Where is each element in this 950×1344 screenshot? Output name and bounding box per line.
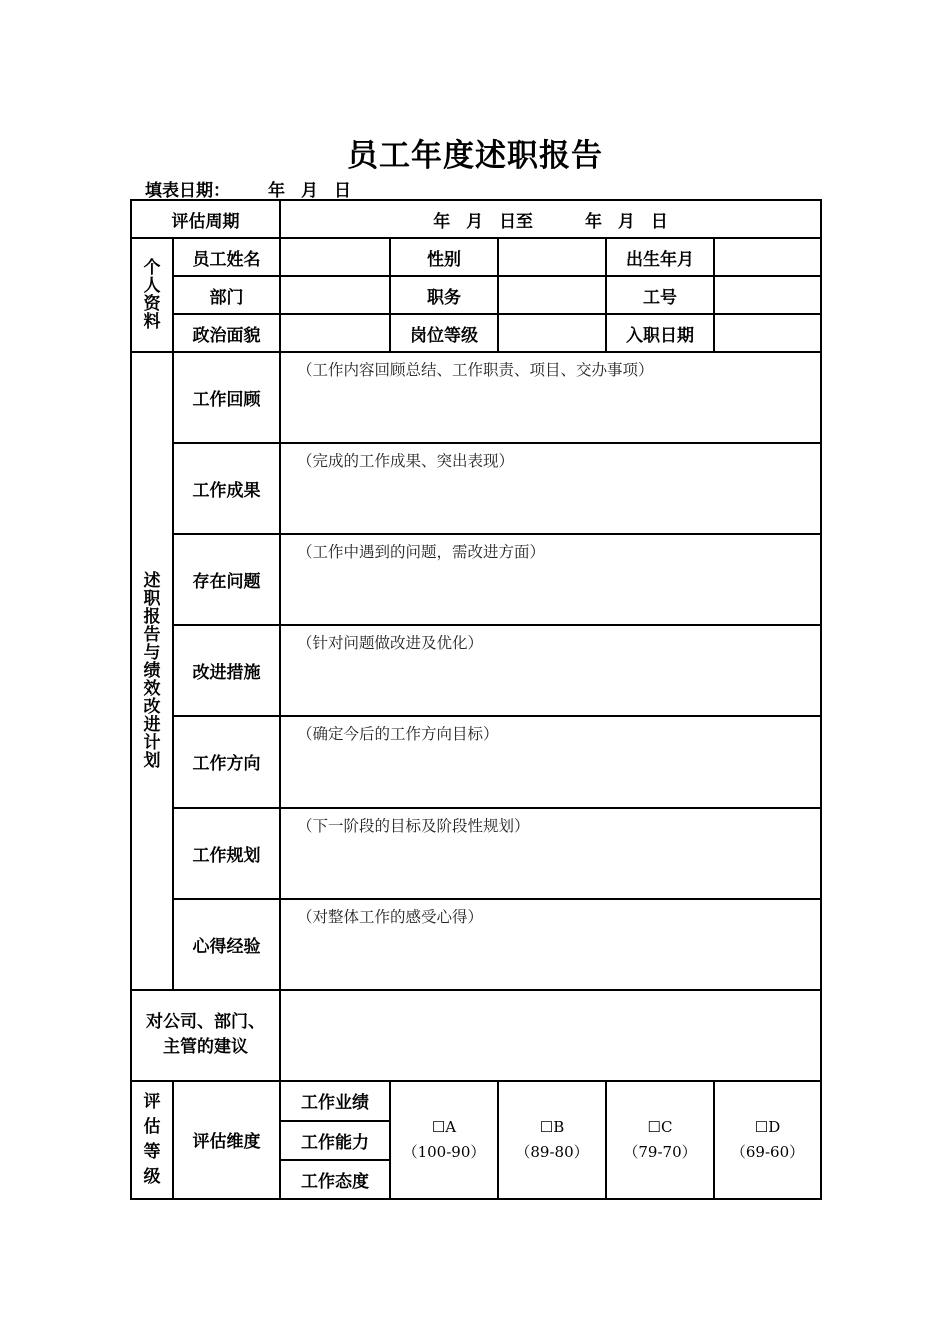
personal-section-label: 个人资料 xyxy=(131,238,173,352)
dept-field[interactable] xyxy=(280,276,390,314)
review-label: 工作回顾 xyxy=(173,352,280,443)
grade-d-option[interactable]: ☐D （69-60） xyxy=(714,1081,821,1199)
join-label: 入职日期 xyxy=(606,314,714,352)
problems-label: 存在问题 xyxy=(173,534,280,625)
direction-field[interactable]: （确定今后的工作方向目标） xyxy=(280,716,821,807)
name-label: 员工姓名 xyxy=(173,238,280,276)
improve-field[interactable]: （针对问题做改进及优化） xyxy=(280,625,821,716)
plan-label: 工作规划 xyxy=(173,808,280,899)
id-field[interactable] xyxy=(714,276,821,314)
grade-a-option[interactable]: ☐A （100-90） xyxy=(390,1081,498,1199)
suggest-label xyxy=(131,990,280,1081)
politics-field[interactable] xyxy=(280,314,390,352)
period-year2: 年 xyxy=(584,211,602,232)
grade-label: 岗位等级 xyxy=(390,314,498,352)
id-label: 工号 xyxy=(606,276,714,314)
eval-section-label: 评估等级 xyxy=(131,1081,173,1199)
grade-field[interactable] xyxy=(498,314,606,352)
direction-label: 工作方向 xyxy=(173,716,280,807)
fill-date-month: 月 xyxy=(301,181,318,201)
dimension-ability: 工作能力 xyxy=(280,1121,390,1160)
results-label: 工作成果 xyxy=(173,443,280,534)
position-field[interactable] xyxy=(498,276,606,314)
report-form xyxy=(130,199,822,1200)
dimension-attitude: 工作态度 xyxy=(280,1160,390,1199)
fill-date xyxy=(145,176,351,201)
name-field[interactable] xyxy=(280,238,390,276)
improve-label: 改进措施 xyxy=(173,625,280,716)
period-label: 评估周期 xyxy=(131,200,280,238)
period-day-to: 日至 xyxy=(499,211,534,232)
dimension-performance: 工作业绩 xyxy=(280,1081,390,1121)
plan-field[interactable]: （下一阶段的目标及阶段性规划） xyxy=(280,808,821,899)
report-section-label: 述职报告与绩效改进计划 xyxy=(131,352,173,990)
page-title: 员工年度述职报告 xyxy=(347,138,603,174)
suggest-line2: 主管的建议 xyxy=(163,1037,248,1058)
problems-field[interactable]: （工作中遇到的问题，需改进方面） xyxy=(280,534,821,625)
position-label: 职务 xyxy=(390,276,498,314)
experience-field[interactable]: （对整体工作的感受心得） xyxy=(280,899,821,990)
birth-field[interactable] xyxy=(714,238,821,276)
review-field[interactable]: （工作内容回顾总结、工作职责、项目、交办事项） xyxy=(280,352,821,443)
grade-c-option[interactable]: ☐C （79-70） xyxy=(606,1081,714,1199)
grade-b-option[interactable]: ☐B （89-80） xyxy=(498,1081,606,1199)
period-month2: 月 xyxy=(617,211,635,232)
fill-date-year: 年 xyxy=(268,181,285,201)
dimension-label: 评估维度 xyxy=(173,1081,280,1199)
join-field[interactable] xyxy=(714,314,821,352)
period-value[interactable] xyxy=(280,200,821,238)
suggest-line1: 对公司、部门、 xyxy=(146,1012,265,1033)
period-day2: 日 xyxy=(650,211,668,232)
fill-date-label: 填表日期： xyxy=(145,181,230,201)
politics-label: 政治面貌 xyxy=(173,314,280,352)
gender-field[interactable] xyxy=(498,238,606,276)
period-month: 月 xyxy=(466,211,484,232)
experience-label: 心得经验 xyxy=(173,899,280,990)
results-field[interactable]: （完成的工作成果、突出表现） xyxy=(280,443,821,534)
suggest-field[interactable] xyxy=(280,990,821,1081)
period-year: 年 xyxy=(433,211,451,232)
birth-label: 出生年月 xyxy=(606,238,714,276)
gender-label: 性别 xyxy=(390,238,498,276)
fill-date-day: 日 xyxy=(334,181,351,201)
dept-label: 部门 xyxy=(173,276,280,314)
